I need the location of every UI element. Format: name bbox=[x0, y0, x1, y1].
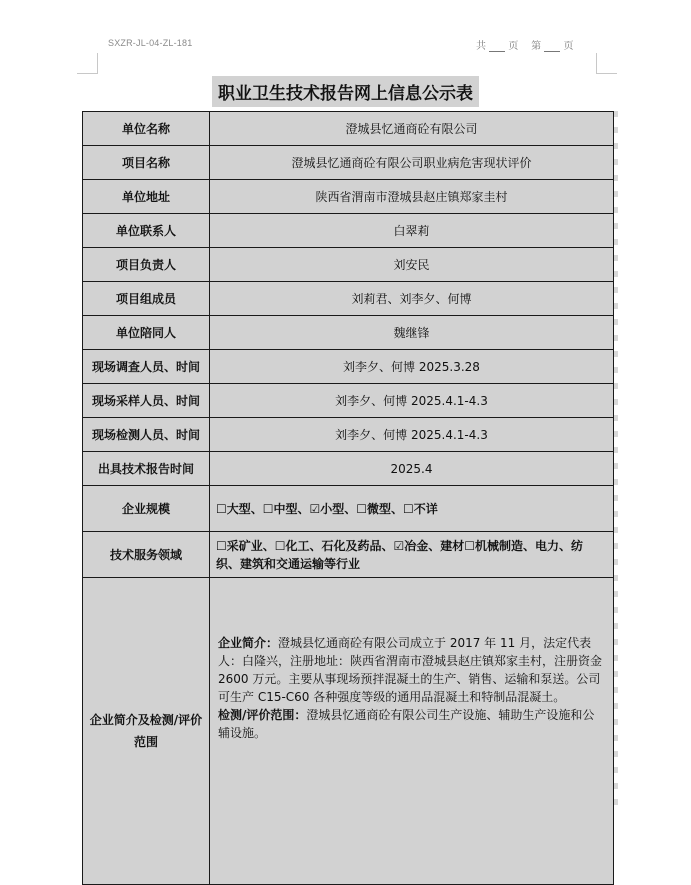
row-value: 陕西省渭南市澄城县赵庄镇郑家圭村 bbox=[210, 180, 614, 214]
company-heading: 企业简介： bbox=[218, 636, 279, 650]
row-label: 项目负责人 bbox=[83, 248, 210, 282]
current-page-blank bbox=[544, 41, 560, 52]
row-value: 刘李夕、何博 2025.4.1-4.3 bbox=[210, 418, 614, 452]
scale-options: ☐大型、☐中型、☑小型、☐微型、☐不详 bbox=[210, 486, 614, 532]
intro-row bbox=[83, 578, 614, 885]
current-unit: 页 bbox=[563, 41, 574, 52]
title-wrap bbox=[0, 76, 691, 107]
margin-corner-right bbox=[596, 53, 617, 74]
table-row bbox=[83, 112, 614, 146]
table-row bbox=[83, 146, 614, 180]
row-label: 出具技术报告时间 bbox=[83, 452, 210, 486]
row-label: 现场检测人员、时间 bbox=[83, 418, 210, 452]
table-row bbox=[83, 418, 614, 452]
scope-heading: 检测/评价范围： bbox=[218, 708, 307, 722]
scale-label: 企业规模 bbox=[83, 486, 210, 532]
row-value: 2025.4 bbox=[210, 452, 614, 486]
row-value: 澄城县忆通商砼有限公司 bbox=[210, 112, 614, 146]
page-title: 职业卫生技术报告网上信息公示表 bbox=[212, 76, 479, 107]
total-label: 共 bbox=[476, 41, 486, 52]
intro-content bbox=[210, 578, 614, 885]
company-text: 澄城县忆通商砼有限公司成立于 2017 年 11 月，法定代表人：白隆兴，注册地址：陕西省渭南市澄城县赵庄镇郑家圭村，注册资金 2600 万元。主要从事现场预拌混凝土的生产、销售、运输和泵送。公司可生产 C15-C60 各种强度等级的通用品混凝土和特制品混凝土。 bbox=[218, 636, 603, 704]
table-row bbox=[83, 248, 614, 282]
total-unit: 页 bbox=[508, 41, 519, 52]
table-row bbox=[83, 452, 614, 486]
table-row bbox=[83, 180, 614, 214]
row-value: 魏继锋 bbox=[210, 316, 614, 350]
row-value: 刘安民 bbox=[210, 248, 614, 282]
total-pages-blank bbox=[489, 41, 505, 52]
row-label: 单位联系人 bbox=[83, 214, 210, 248]
row-label: 单位陪同人 bbox=[83, 316, 210, 350]
table-row bbox=[83, 384, 614, 418]
row-value: 澄城县忆通商砼有限公司职业病危害现状评价 bbox=[210, 146, 614, 180]
table-row bbox=[83, 316, 614, 350]
service-label: 技术服务领域 bbox=[83, 532, 210, 578]
row-value: 刘李夕、何博 2025.3.28 bbox=[210, 350, 614, 384]
row-label: 单位地址 bbox=[83, 180, 210, 214]
intro-label: 企业简介及检测/评价范围 bbox=[83, 578, 210, 885]
document-code: SXZR-JL-04-ZL-181 bbox=[108, 38, 193, 48]
service-options: ☐采矿业、☐化工、石化及药品、☑冶金、建材☐机械制造、电力、纺织、建筑和交通运输等行业 bbox=[210, 532, 614, 578]
row-value: 白翠莉 bbox=[210, 214, 614, 248]
margin-corner-left bbox=[77, 53, 98, 74]
right-edge-shading bbox=[614, 111, 618, 831]
row-label: 项目名称 bbox=[83, 146, 210, 180]
service-row bbox=[83, 532, 614, 578]
row-label: 单位名称 bbox=[83, 112, 210, 146]
scope-intro bbox=[218, 706, 605, 742]
table-row bbox=[83, 214, 614, 248]
scale-row bbox=[83, 486, 614, 532]
row-label: 现场采样人员、时间 bbox=[83, 384, 210, 418]
row-value: 刘李夕、何博 2025.4.1-4.3 bbox=[210, 384, 614, 418]
scope-text: 澄城县忆通商砼有限公司生产设施、辅助生产设施和公辅设施。 bbox=[218, 708, 595, 740]
table-row bbox=[83, 350, 614, 384]
page-counter bbox=[476, 37, 573, 52]
table-row bbox=[83, 282, 614, 316]
company-intro bbox=[218, 634, 605, 706]
row-value: 刘莉君、刘李夕、何博 bbox=[210, 282, 614, 316]
info-table bbox=[82, 111, 614, 885]
current-label: 第 bbox=[531, 41, 542, 52]
row-label: 现场调查人员、时间 bbox=[83, 350, 210, 384]
info-table-wrap bbox=[82, 111, 614, 885]
row-label: 项目组成员 bbox=[83, 282, 210, 316]
